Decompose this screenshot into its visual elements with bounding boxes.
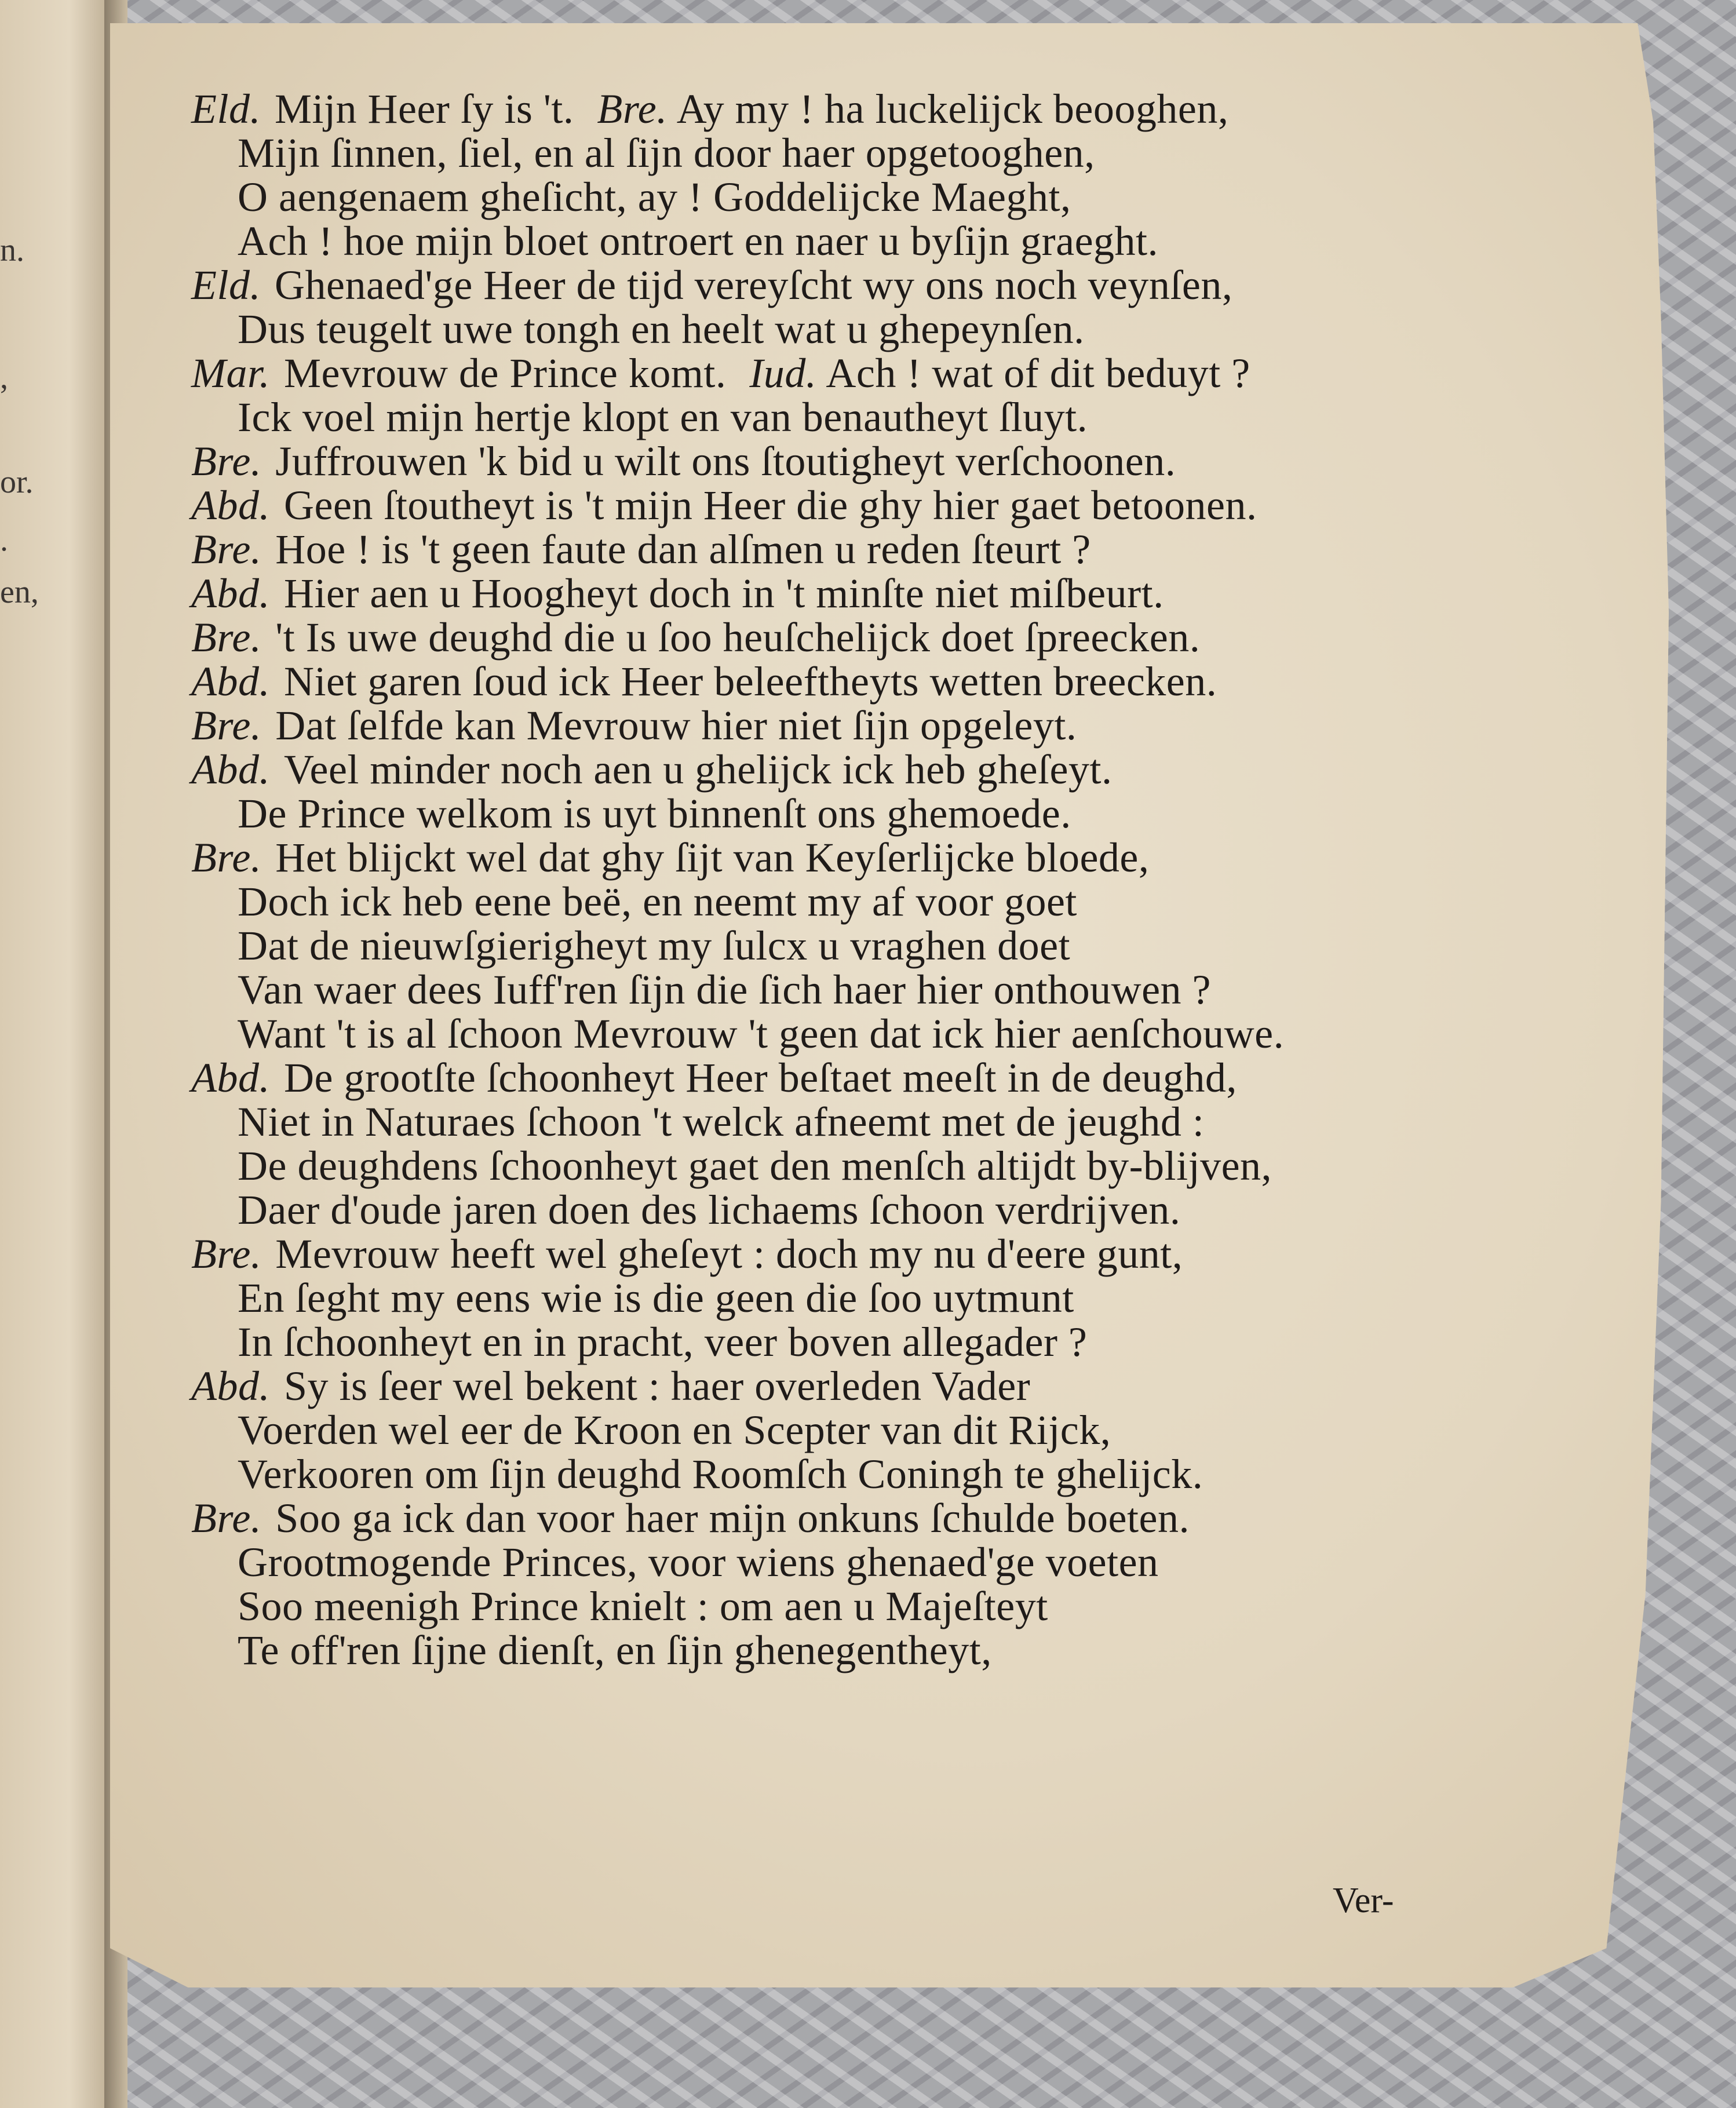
speaker-label: Eld. [191, 262, 261, 308]
verse-line [191, 1364, 1466, 1408]
line-text: Mevrouw heeft wel gheſeyt : doch my nu d'eere gunt, [275, 1231, 1183, 1277]
line-text: Mijn Heer ſy is 't. [274, 86, 574, 132]
verse-line [191, 571, 1466, 615]
line-text: Ghenaed'ge Heer de tijd vereyſcht wy ons noch veynſen, [274, 262, 1233, 308]
line-text: Soo meenigh Prince knielt : om aen u Majeſteyt [238, 1583, 1048, 1629]
verse-line [191, 1056, 1466, 1100]
line-text: O aengenaem gheſicht, ay ! Goddelijcke Maeght, [238, 174, 1071, 220]
verse-line [191, 659, 1466, 703]
fragment: , [0, 360, 8, 396]
line-text: Dus teugelt uwe tongh en heelt wat u ghepeynſen. [238, 306, 1085, 352]
verse-line [191, 87, 1466, 131]
verse-line [191, 527, 1466, 571]
speaker-label: Abd. [191, 482, 270, 528]
line-text: De grootſte ſchoonheyt Heer beſtaet meeſt in de deughd, [283, 1055, 1237, 1101]
verse-line [191, 219, 1466, 263]
line-text: De Prince welkom is uyt binnenſt ons ghemoede. [238, 790, 1071, 837]
verse-line [191, 924, 1466, 968]
verse-line [191, 1144, 1466, 1188]
line-text: Hoe ! is 't geen faute dan alſmen u reden ſteurt ? [275, 526, 1091, 572]
line-text: Veel minder noch aen u ghelijck ick heb gheſeyt. [283, 746, 1113, 793]
verse-line [191, 792, 1466, 836]
line-text: Daer d'oude jaren doen des lichaems ſchoon verdrijven. [238, 1187, 1181, 1233]
speaker-label: Bre. [597, 86, 668, 132]
line-text: Niet in Naturaes ſchoon 't welck afneemt met de jeughd : [238, 1099, 1205, 1145]
verse-line [191, 439, 1466, 483]
speaker-label: Bre. [191, 1231, 262, 1277]
speaker-label: Iud. [749, 350, 817, 396]
line-text: Geen ſtoutheyt is 't mijn Heer die ghy hier gaet betoonen. [283, 482, 1257, 528]
line-text: Want 't is al ſchoon Mevrouw 't geen dat ick hier aenſchouwe. [238, 1011, 1285, 1057]
verse-line [191, 747, 1466, 792]
speaker-label: Bre. [191, 834, 262, 881]
speaker-label: Bre. [191, 438, 262, 484]
speaker-label: Abd. [191, 1055, 270, 1101]
line-text: Ach ! hoe mijn bloet ontroert en naer u byſijn graeght. [238, 218, 1159, 264]
line-text: De deughdens ſchoonheyt gaet den menſch altijdt by-blijven, [238, 1143, 1272, 1189]
line-text: Soo ga ick dan voor haer mijn onkuns ſchulde boeten. [275, 1495, 1190, 1541]
speaker-label: Abd. [191, 1363, 270, 1409]
fragment: n. [0, 232, 24, 268]
line-text: Juffrouwen 'k bid u wilt ons ſtoutigheyt verſchoonen. [275, 438, 1176, 484]
fragment: . [0, 522, 8, 558]
line-text: Dat de nieuwſgierigheyt my ſulcx u vraghen doet [238, 922, 1071, 969]
verse-line [191, 615, 1466, 659]
line-text: Dat ſelfde kan Mevrouw hier niet ſijn opgeleyt. [275, 702, 1077, 749]
verse-line [191, 1012, 1466, 1056]
line-text: Verkooren om ſijn deughd Roomſch Coningh te ghelijck. [238, 1451, 1203, 1497]
line-text: In ſchoonheyt en in pracht, veer boven allegader ? [238, 1319, 1088, 1365]
verse-line [191, 880, 1466, 924]
verse-line [191, 968, 1466, 1012]
fragment: or. [0, 464, 34, 500]
speaker-label: Abd. [191, 570, 270, 617]
speaker-label: Bre. [191, 614, 262, 661]
verse-line [191, 263, 1466, 307]
verse-line [191, 1408, 1466, 1452]
verse-line [191, 836, 1466, 880]
speaker-label: Abd. [191, 658, 270, 705]
catchword: Ver- [1333, 1881, 1394, 1920]
verse-line [191, 1100, 1466, 1144]
line-text: Te off'ren ſijne dienſt, en ſijn ghenegentheyt, [238, 1627, 992, 1673]
fragment: en, [0, 574, 39, 610]
verse-line [191, 1276, 1466, 1320]
line-text: Niet garen ſoud ick Heer beleeftheyts wetten breecken. [283, 658, 1217, 705]
verse-line [191, 1320, 1466, 1364]
verse-line [191, 351, 1466, 395]
speaker-label: Abd. [191, 746, 270, 793]
verse-line [191, 1496, 1466, 1540]
line-text: Grootmogende Princes, voor wiens ghenaed'ge voeten [238, 1539, 1159, 1585]
verse-line [191, 131, 1466, 175]
speaker-label: Eld. [191, 86, 261, 132]
verse-line [191, 703, 1466, 747]
speaker-label: Bre. [191, 1495, 262, 1541]
line-text: Ay my ! ha luckelijck beooghen, [676, 86, 1229, 132]
line-text: Sy is ſeer wel bekent : haer overleden Vader [283, 1363, 1031, 1409]
verse-line [191, 1584, 1466, 1628]
verse-line [191, 483, 1466, 527]
speaker-label: Mar. [191, 350, 271, 396]
line-text: Mijn ſinnen, ſiel, en al ſijn door haer opgetooghen, [238, 130, 1095, 176]
verse-line [191, 1628, 1466, 1672]
line-text: 't Is uwe deughd die u ſoo heuſchelijck doet ſpreecken. [275, 614, 1201, 661]
speaker-label: Bre. [191, 526, 262, 572]
line-text: Hier aen u Hoogheyt doch in 't minſte niet miſbeurt. [283, 570, 1164, 617]
verse-line [191, 395, 1466, 439]
line-text: Het blijckt wel dat ghy ſijt van Keyſerlijcke bloede, [275, 834, 1150, 881]
line-text: Mevrouw de Prince komt. [284, 350, 727, 396]
line-text: En ſeght my eens wie is die geen die ſoo uytmunt [238, 1275, 1074, 1321]
verse-line [191, 1232, 1466, 1276]
verse-text [191, 87, 1466, 1672]
speaker-label: Bre. [191, 702, 262, 749]
facing-page-edge [0, 0, 116, 2108]
verse-line [191, 1188, 1466, 1232]
line-text: Doch ick heb eene beë, en neemt my af voor goet [238, 878, 1077, 925]
verse-line [191, 307, 1466, 351]
line-text: Voerden wel eer de Kroon en Scepter van dit Rijck, [238, 1407, 1111, 1453]
verse-line [191, 1452, 1466, 1496]
line-text: Van waer dees Iuff'ren ſijn die ſich haer hier onthouwen ? [238, 967, 1212, 1013]
line-text: Ick voel mijn hertje klopt en van benautheyt ſluyt. [238, 394, 1088, 440]
verse-line [191, 175, 1466, 219]
verse-line [191, 1540, 1466, 1584]
line-text: Ach ! wat of dit beduyt ? [826, 350, 1250, 396]
